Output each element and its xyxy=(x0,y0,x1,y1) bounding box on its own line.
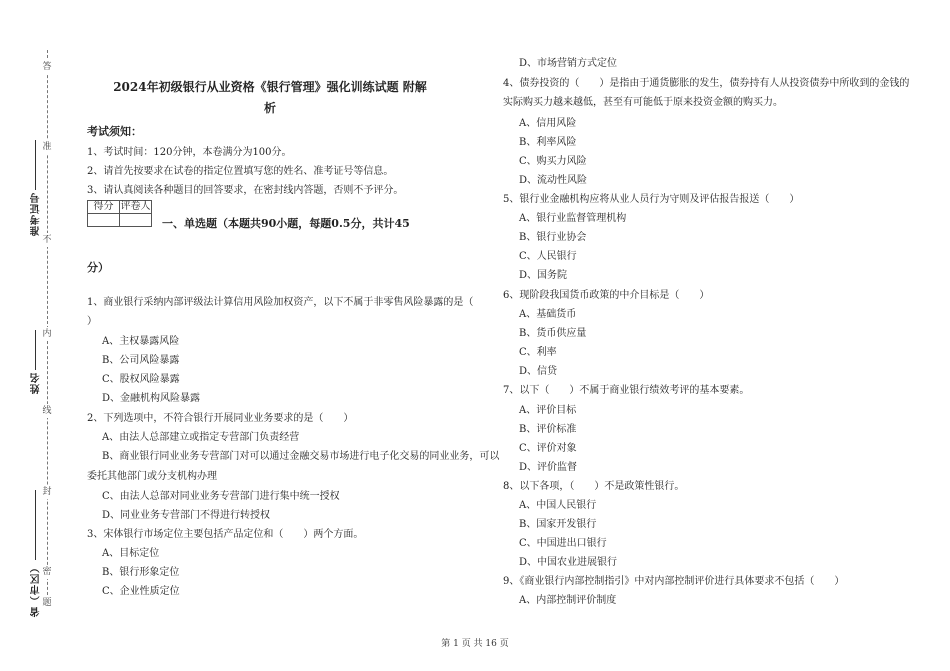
seal-word: 线 xyxy=(40,404,54,418)
question-4-stem-cont: 实际购买力越来越低，甚至有可能低于原来投资金额的购买力。 xyxy=(503,97,783,108)
question-4-option: D、流动性风险 xyxy=(519,175,588,186)
question-8-stem: 8、以下各项，（ ）不是政策性银行。 xyxy=(503,481,685,492)
section-title: 一、单选题（本题共90小题，每题0.5分，共计45 xyxy=(162,217,410,230)
seal-word: 封 xyxy=(40,485,54,499)
question-5-option: D、国务院 xyxy=(519,270,568,281)
question-2-option: D、同业业务专营部门不得进行转授权 xyxy=(102,510,271,521)
question-3-option: B、银行形象定位 xyxy=(102,567,180,578)
name-label: 姓名 xyxy=(31,372,42,394)
question-4-stem: 4、债券投资的（ ）是指由于通货膨胀的发生，债券持有人从投资债券中所收到的金钱的 xyxy=(503,78,910,89)
document-title xyxy=(100,77,440,119)
grader-header: 评卷人 xyxy=(120,201,151,212)
page-footer: 第 1 页 共 16 页 xyxy=(441,639,509,649)
question-3-stem: 3、宋体银行市场定位主要包括产品定位和（ ）两个方面。 xyxy=(87,529,364,540)
question-3-option: D、市场营销方式定位 xyxy=(519,58,618,69)
question-1-option: B、公司风险暴露 xyxy=(102,355,180,366)
question-1-option: A、主权暴露风险 xyxy=(102,336,180,347)
score-table xyxy=(87,200,152,227)
section-title-continued: 分） xyxy=(87,261,109,274)
question-5-stem: 5、银行业金融机构应将从业人员行为守则及评估报告报送（ ） xyxy=(503,194,800,205)
question-1-option: C、股权风险暴露 xyxy=(102,374,180,385)
question-2-option: C、由法人总部对同业业务专营部门进行集中统一授权 xyxy=(102,491,340,502)
ticket-number-label: 准考证号 xyxy=(31,192,42,236)
notice-item: 3、请认真阅读各种题目的回答要求，在密封线内答题，否则不予评分。 xyxy=(87,185,404,196)
question-5-option: A、银行业监督管理机构 xyxy=(519,213,627,224)
question-4-option: B、利率风险 xyxy=(519,137,577,148)
question-2-option-cont: 委托其他部门或分支机构办理 xyxy=(87,471,217,482)
document-title-line2: 析 xyxy=(263,101,276,115)
score-cell[interactable] xyxy=(88,214,120,227)
question-7-option: A、评价目标 xyxy=(519,405,577,416)
question-5-option: C、人民银行 xyxy=(519,251,577,262)
score-header: 得分 xyxy=(88,201,120,214)
notice-item: 2、请首先按要求在试卷的指定位置填写您的姓名、准考证号等信息。 xyxy=(87,166,394,177)
question-2-option: B、商业银行同业业务专营部门对可以通过金融交易市场进行电子化交易的同业业务，可以 xyxy=(102,451,500,462)
question-8-option: C、中国进出口银行 xyxy=(519,538,607,549)
question-4-option: A、信用风险 xyxy=(519,118,577,129)
seal-word: 准 xyxy=(40,140,54,154)
province-label: 省（市区） xyxy=(31,562,42,617)
question-4-option: C、购买力风险 xyxy=(519,156,587,167)
question-1-stem-cont: ） xyxy=(87,316,97,327)
question-7-option: D、评价监督 xyxy=(519,462,578,473)
binding-margin xyxy=(0,0,60,671)
notice-heading: 考试须知： xyxy=(87,125,142,138)
question-9-option: A、内部控制评价制度 xyxy=(519,595,617,606)
province-line xyxy=(35,490,36,560)
question-8-option: D、中国农业进展银行 xyxy=(519,557,618,568)
question-2-option: A、由法人总部建立或指定专营部门负责经营 xyxy=(102,432,300,443)
question-3-option: C、企业性质定位 xyxy=(102,586,180,597)
question-5-option: B、银行业协会 xyxy=(519,232,587,243)
ticket-number-line xyxy=(35,140,36,190)
question-9-stem: 9、《商业银行内部控制指引》中对内部控制评价进行具体要求不包括（ ） xyxy=(503,576,845,587)
grader-cell[interactable] xyxy=(120,214,152,227)
question-2-stem: 2、下列选项中，不符合银行开展同业业务要求的是（ ） xyxy=(87,413,354,424)
question-8-option: A、中国人民银行 xyxy=(519,500,597,511)
question-6-option: C、利率 xyxy=(519,347,557,358)
question-6-option: D、信贷 xyxy=(519,366,558,377)
question-6-stem: 6、现阶段我国货币政策的中介目标是（ ） xyxy=(503,290,710,301)
question-1-stem: 1、商业银行采纳内部评级法计算信用风险加权资产，以下不属于非零售风险暴露的是（ xyxy=(87,297,474,308)
notice-item: 1、考试时间：120分钟，本卷满分为100分。 xyxy=(87,147,292,158)
seal-word: 密 xyxy=(40,565,54,579)
question-7-option: B、评价标准 xyxy=(519,424,577,435)
seal-word: 题 xyxy=(40,596,54,610)
seal-word: 答 xyxy=(40,60,54,74)
question-7-stem: 7、以下（ ）不属于商业银行绩效考评的基本要素。 xyxy=(503,385,750,396)
question-7-option: C、评价对象 xyxy=(519,443,577,454)
question-6-option: A、基础货币 xyxy=(519,309,577,320)
question-6-option: B、货币供应量 xyxy=(519,328,587,339)
name-line xyxy=(35,330,36,370)
seal-word: 内 xyxy=(40,327,54,341)
seal-word: 不 xyxy=(40,233,54,247)
question-1-option: D、金融机构风险暴露 xyxy=(102,393,201,404)
question-8-option: B、国家开发银行 xyxy=(519,519,597,530)
question-3-option: A、目标定位 xyxy=(102,548,160,559)
document-title-line1: 2024年初级银行从业资格《银行管理》强化训练试题 附解 xyxy=(113,80,427,94)
